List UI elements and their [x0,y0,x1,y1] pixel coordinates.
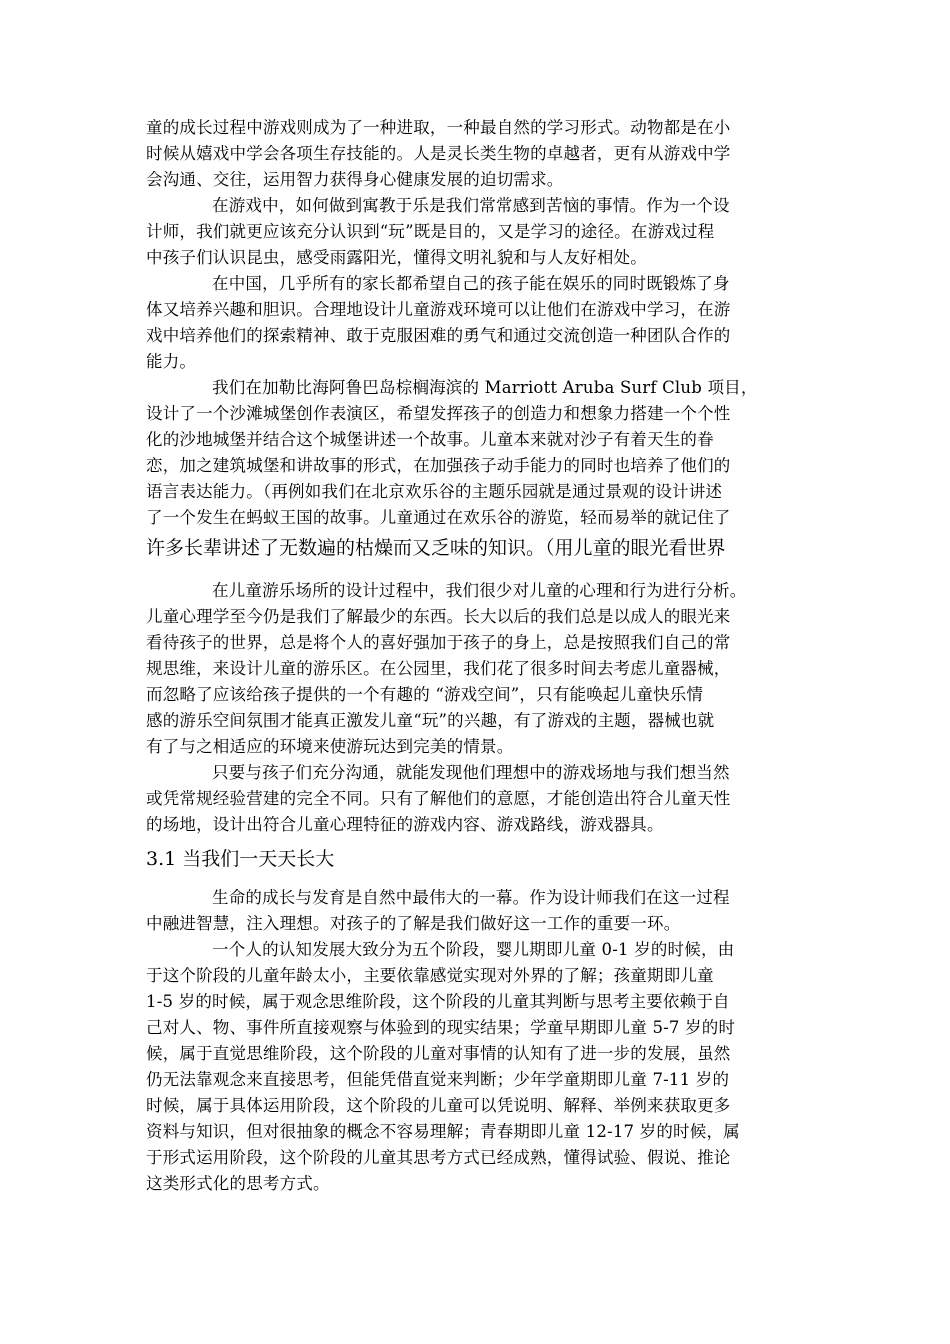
text-line: 在游戏中，如何做到寓教于乐是我们常常感到苦恼的事情。作为一个设 [212,196,730,215]
text-line: 语言表达能力。（再例如我们在北京欢乐谷的主题乐园就是通过景观的设计讲述 [146,482,723,501]
text-line: 资料与知识，但对很抽象的概念不容易理解；青春期即儿童 12-17 岁的时候，属 [146,1122,740,1141]
text-line: 在中国，几乎所有的家长都希望自己的孩子能在娱乐的同时既锻炼了身 [212,274,730,293]
text-line: 儿童心理学至今仍是我们了解最少的东西。长大以后的我们总是以成人的眼光来 [146,607,731,626]
text-line: 童的成长过程中游戏则成为了一种进取，一种最自然的学习形式。动物都是在小 [146,118,731,137]
section-heading: 3.1 当我们一天天长大 [146,848,335,870]
text-line: 计师，我们就更应该充分认识到“玩”既是目的，又是学习的途径。在游戏过程 [146,222,715,241]
text-line: 感的游乐空间氛围才能真正激发儿童“玩”的兴趣，有了游戏的主题，器械也就 [146,711,715,730]
text-line: 的场地，设计出符合儿童心理特征的游戏内容、游戏路线，游戏器具。 [146,815,664,834]
text-line: 候，属于直觉思维阶段，这个阶段的儿童对事情的认知有了进一步的发展，虽然 [146,1044,731,1063]
text-line: 规思维，来设计儿童的游乐区。在公园里，我们花了很多时间去考虑儿童器械， [146,659,731,678]
text-line: 时候从嬉戏中学会各项生存技能的。人是灵长类生物的卓越者，更有从游戏中学 [146,144,731,163]
text-line: 1-5 岁的时候，属于观念思维阶段，这个阶段的儿童其判断与思考主要依赖于自 [146,992,730,1011]
text-line: 看待孩子的世界，总是将个人的喜好强加于孩子的身上，总是按照我们自己的常 [146,633,731,652]
text-line: 我们在加勒比海阿鲁巴岛棕榈海滨的 Marriott Aruba Surf Club 项目， [212,378,758,397]
text-line: 于这个阶段的儿童年龄太小，主要依靠感觉实现对外界的了解；孩童期即儿童 [146,966,714,985]
text-line: 只要与孩子们充分沟通，就能发现他们理想中的游戏场地与我们想当然 [212,763,730,782]
text-line: 一个人的认知发展大致分为五个阶段，婴儿期即儿童 0-1 岁的时候，由 [212,940,735,959]
text-line: 许多长辈讲述了无数遍的枯燥而又乏味的知识。（用儿童的眼光看世界 [146,537,726,559]
text-line: 或凭常规经验营建的完全不同。只有了解他们的意愿，才能创造出符合儿童天性 [146,789,731,808]
text-line: 这类形式化的思考方式。 [146,1174,330,1193]
text-line: 己对人、物、事件所直接观察与体验到的现实结果；学童早期即儿童 5-7 岁的时 [146,1018,736,1037]
text-line: 而忽略了应该给孩子提供的一个有趣的 “游戏空间”，只有能唤起儿童快乐情 [146,685,704,704]
text-line: 于形式运用阶段，这个阶段的儿童其思考方式已经成熟，懂得试验、假说、推论 [146,1148,731,1167]
text-line: 时候，属于具体运用阶段，这个阶段的儿童可以凭说明、解释、举例来获取更多 [146,1096,731,1115]
text-line: 生命的成长与发育是自然中最伟大的一幕。作为设计师我们在这一过程 [212,888,730,907]
text-line: 设计了一个沙滩城堡创作表演区，希望发挥孩子的创造力和想象力搭建一个个性 [146,404,731,423]
text-line: 有了与之相适应的环境来使游玩达到完美的情景。 [146,737,514,756]
text-line: 在儿童游乐场所的设计过程中，我们很少对儿童的心理和行为进行分析。 [212,581,747,600]
text-line: 化的沙地城堡并结合这个城堡讲述一个故事。儿童本来就对沙子有着天生的眷 [146,430,714,449]
text-line: 仍无法靠观念来直接思考，但能凭借直觉来判断；少年学童期即儿童 7-11 岁的 [146,1070,730,1089]
text-line: 体又培养兴趣和胆识。合理地设计儿童游戏环境可以让他们在游戏中学习，在游 [146,300,731,319]
text-line: 了一个发生在蚂蚁王国的故事。儿童通过在欢乐谷的游览，轻而易举的就记住了 [146,508,731,527]
text-line: 中孩子们认识昆虫，感受雨露阳光，懂得文明礼貌和与人友好相处。 [146,248,647,267]
text-line: 能力。 [146,352,197,371]
text-line: 会沟通、交往，运用智力获得身心健康发展的迫切需求。 [146,170,564,189]
text-line: 戏中培养他们的探索精神、敢于克服困难的勇气和通过交流创造一种团队合作的 [146,326,731,345]
text-line: 中融进智慧，注入理想。对孩子的了解是我们做好这一工作的重要一环。 [146,914,681,933]
text-line: 恋，加之建筑城堡和讲故事的形式，在加强孩子动手能力的同时也培养了他们的 [146,456,731,475]
